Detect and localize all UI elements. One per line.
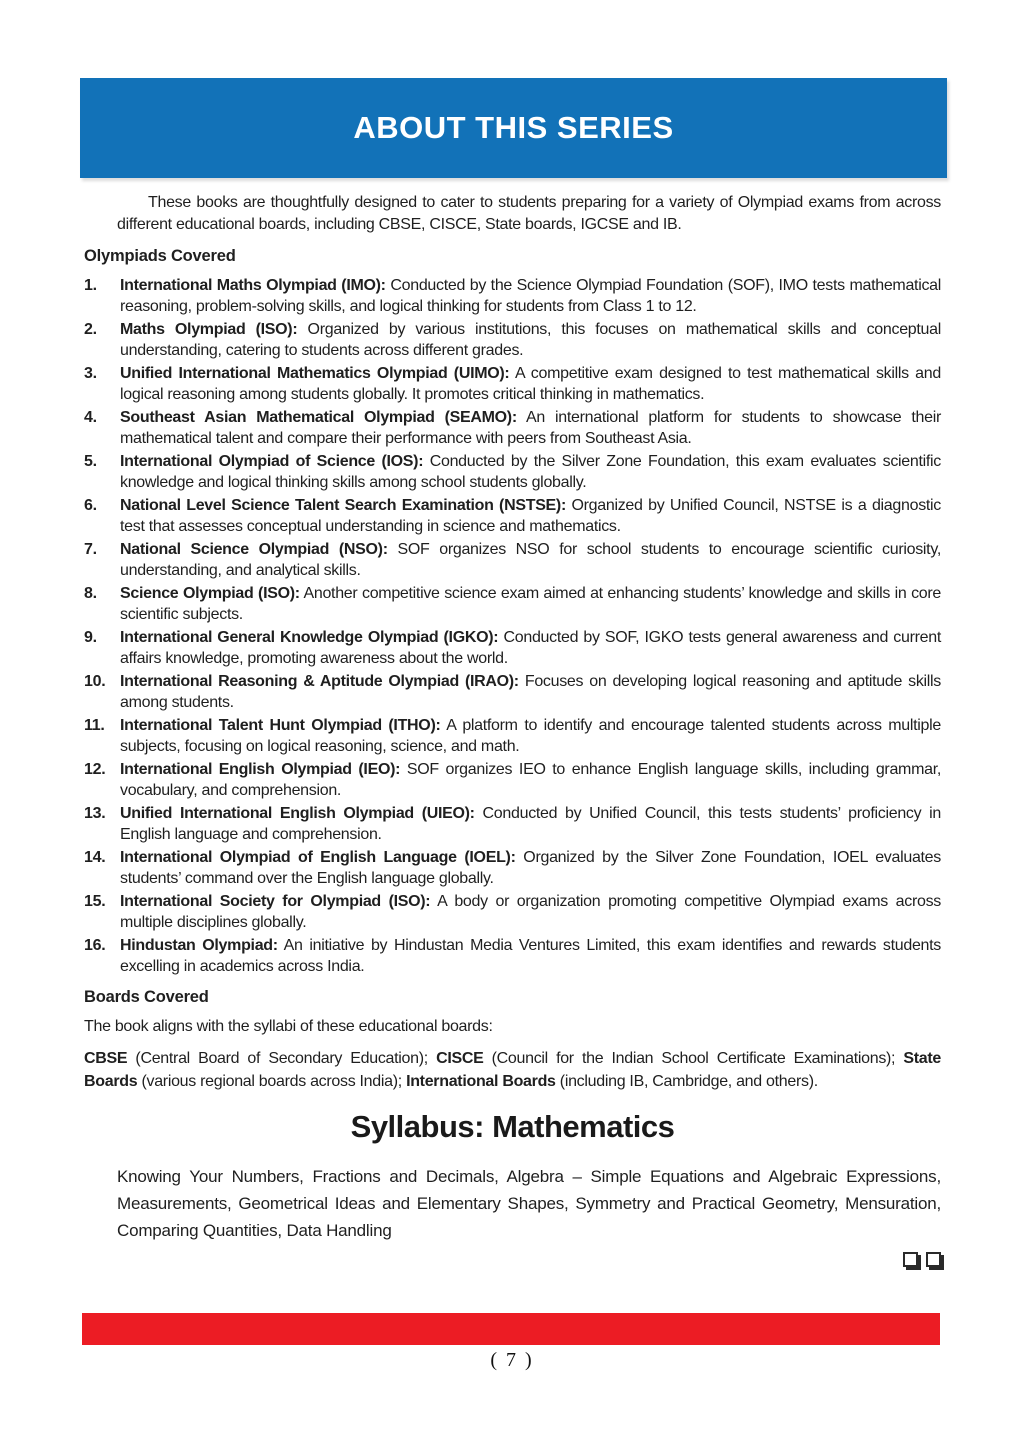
item-text: International Olympiad of English Language (IOEL): Organized by the Silver Zone Foundation, IOEL evaluates students’ command over the English language globally.	[120, 849, 941, 887]
item-text: International English Olympiad (IEO): SOF organizes IEO to enhance English language skills, including grammar, vocabulary, and comprehension.	[120, 761, 941, 799]
list-item	[84, 803, 941, 845]
shadowed-square-icon	[926, 1252, 941, 1267]
item-title: Hindustan Olympiad:	[120, 937, 278, 954]
list-item	[84, 583, 941, 625]
item-number: 11.	[84, 717, 105, 734]
item-text: Unified International English Olympiad (UIEO): Conducted by Unified Council, this tests students’ proficiency in English language and comprehension.	[120, 805, 942, 843]
item-number: 7.	[84, 541, 97, 558]
item-title: National Level Science Talent Search Examination (NSTSE):	[120, 497, 566, 514]
item-number: 1.	[84, 277, 97, 294]
item-title: International Olympiad of Science (IOS):	[120, 453, 424, 470]
olympiad-list	[84, 275, 941, 977]
item-text: International Reasoning & Aptitude Olympiad (IRAO): Focuses on developing logical reasoning and aptitude skills among students.	[120, 673, 941, 711]
boards-intro-line: The book aligns with the syllabi of these educational boards:	[84, 1018, 493, 1035]
boards-detail-paragraph: CBSE (Central Board of Secondary Education); CISCE (Council for the Indian School Certificate Examinations); State Boards (various regional boards across India); International Boards (including IB, Cambridge, and others).	[84, 1050, 941, 1090]
item-text: National Level Science Talent Search Examination (NSTSE): Organized by Unified Council, NSTSE is a diagnostic test that assesses conceptual understanding in science and mathematics.	[120, 497, 941, 535]
item-text: International Society for Olympiad (ISO): A body or organization promoting competitive Olympiad exams across multiple disciplines globally.	[120, 893, 941, 931]
item-text: International Olympiad of Science (IOS): Conducted by the Silver Zone Foundation, this exam evaluates scientific knowledge and logical thinking skills among school students globally.	[120, 453, 941, 491]
item-title: International Talent Hunt Olympiad (ITHO):	[120, 717, 441, 734]
board-name: CBSE	[84, 1050, 128, 1067]
item-text: National Science Olympiad (NSO): SOF organizes NSO for school students to encourage scientific curiosity, understanding, and analytical skills.	[120, 541, 941, 579]
list-item	[84, 363, 941, 405]
item-title: Maths Olympiad (ISO):	[120, 321, 298, 338]
item-number: 3.	[84, 365, 97, 382]
item-title: International Society for Olympiad (ISO):	[120, 893, 431, 910]
boards-covered-heading: Boards Covered	[84, 988, 209, 1006]
list-item	[84, 891, 941, 933]
list-item	[84, 319, 941, 361]
item-text: Science Olympiad (ISO): Another competitive science exam aimed at enhancing students’ knowledge and skills in core scientific subjects.	[120, 585, 941, 623]
board-name: International Boards	[406, 1073, 556, 1090]
list-item	[84, 671, 941, 713]
item-title: National Science Olympiad (NSO):	[120, 541, 388, 558]
list-item	[84, 759, 941, 801]
page-number: ( 7 )	[490, 1349, 534, 1371]
item-number: 15.	[84, 893, 106, 910]
item-title: Southeast Asian Mathematical Olympiad (SEAMO):	[120, 409, 517, 426]
intro-paragraph: These books are thoughtfully designed to cater to students preparing for a variety of Olympiad exams from across different educational boards, including CBSE, CISCE, State boards, IGCSE and IB.	[117, 194, 941, 233]
item-text: International Maths Olympiad (IMO): Conducted by the Science Olympiad Foundation (SOF), IMO tests mathematical reasoning, problem-solving skills, and logical thinking for students from Class 1 to 12.	[120, 277, 941, 315]
item-text: Unified International Mathematics Olympiad (UIMO): A competitive exam designed to test mathematical skills and logical reasoning among students globally. It promotes critical thinking in mathematics.	[120, 365, 941, 403]
item-number: 6.	[84, 497, 97, 514]
list-item	[84, 627, 941, 669]
list-item	[84, 935, 941, 977]
syllabus-paragraph: Knowing Your Numbers, Fractions and Decimals, Algebra – Simple Equations and Algebraic Expressions, Measurements, Geometrical Ideas and Elementary Shapes, Symmetry and Practical Geometry, Mensuration, Comparing Quantities, Data Handling	[117, 1167, 941, 1240]
syllabus-heading: Syllabus: Mathematics	[350, 1109, 675, 1144]
item-title: Science Olympiad (ISO):	[120, 585, 300, 602]
item-text: Southeast Asian Mathematical Olympiad (SEAMO): An international platform for students to showcase their mathematical talent and compare their performance with peers from Southeast Asia.	[120, 409, 941, 447]
item-number: 4.	[84, 409, 97, 426]
item-title: International General Knowledge Olympiad (IGKO):	[120, 629, 499, 646]
item-number: 9.	[84, 629, 97, 646]
shadowed-square-icon	[903, 1252, 918, 1267]
item-number: 14.	[84, 849, 106, 866]
section-banner	[80, 78, 947, 178]
item-number: 12.	[84, 761, 106, 778]
olympiads-covered-heading: Olympiads Covered	[84, 247, 236, 265]
item-text: International Talent Hunt Olympiad (ITHO): A platform to identify and encourage talented students across multiple subjects, focusing on logical reasoning, science, and math.	[120, 717, 941, 755]
item-number: 10.	[84, 673, 106, 690]
list-item	[84, 539, 941, 581]
list-item	[84, 847, 941, 889]
item-text: Maths Olympiad (ISO): Organized by various institutions, this focuses on mathematical skills and conceptual understanding, catering to students across different grades.	[120, 321, 941, 359]
item-title: International Reasoning & Aptitude Olympiad (IRAO):	[120, 673, 519, 690]
list-item	[84, 451, 941, 493]
item-title: International Maths Olympiad (IMO):	[120, 277, 386, 294]
item-text: Hindustan Olympiad: An initiative by Hindustan Media Ventures Limited, this exam identifies and rewards students excelling in academics across India.	[120, 937, 942, 975]
item-number: 16.	[84, 937, 106, 954]
item-number: 5.	[84, 453, 97, 470]
end-of-section-marks	[84, 1252, 941, 1272]
item-title: International English Olympiad (IEO):	[120, 761, 401, 778]
list-item	[84, 715, 941, 757]
board-name: CISCE	[436, 1050, 484, 1067]
item-number: 2.	[84, 321, 97, 338]
item-title: Unified International English Olympiad (UIEO):	[120, 805, 475, 822]
item-number: 8.	[84, 585, 97, 602]
page-title: ABOUT THIS SERIES	[353, 110, 674, 145]
item-title: International Olympiad of English Language (IOEL):	[120, 849, 516, 866]
list-item	[84, 275, 941, 317]
item-title: Unified International Mathematics Olympiad (UIMO):	[120, 365, 510, 382]
item-number: 13.	[84, 805, 106, 822]
item-text: International General Knowledge Olympiad (IGKO): Conducted by SOF, IGKO tests general awareness and current affairs knowledge, promoting awareness about the world.	[120, 629, 941, 667]
footer-red-bar	[82, 1313, 940, 1345]
board-name: State Boards	[84, 1050, 941, 1090]
list-item	[84, 495, 941, 537]
list-item	[84, 407, 941, 449]
